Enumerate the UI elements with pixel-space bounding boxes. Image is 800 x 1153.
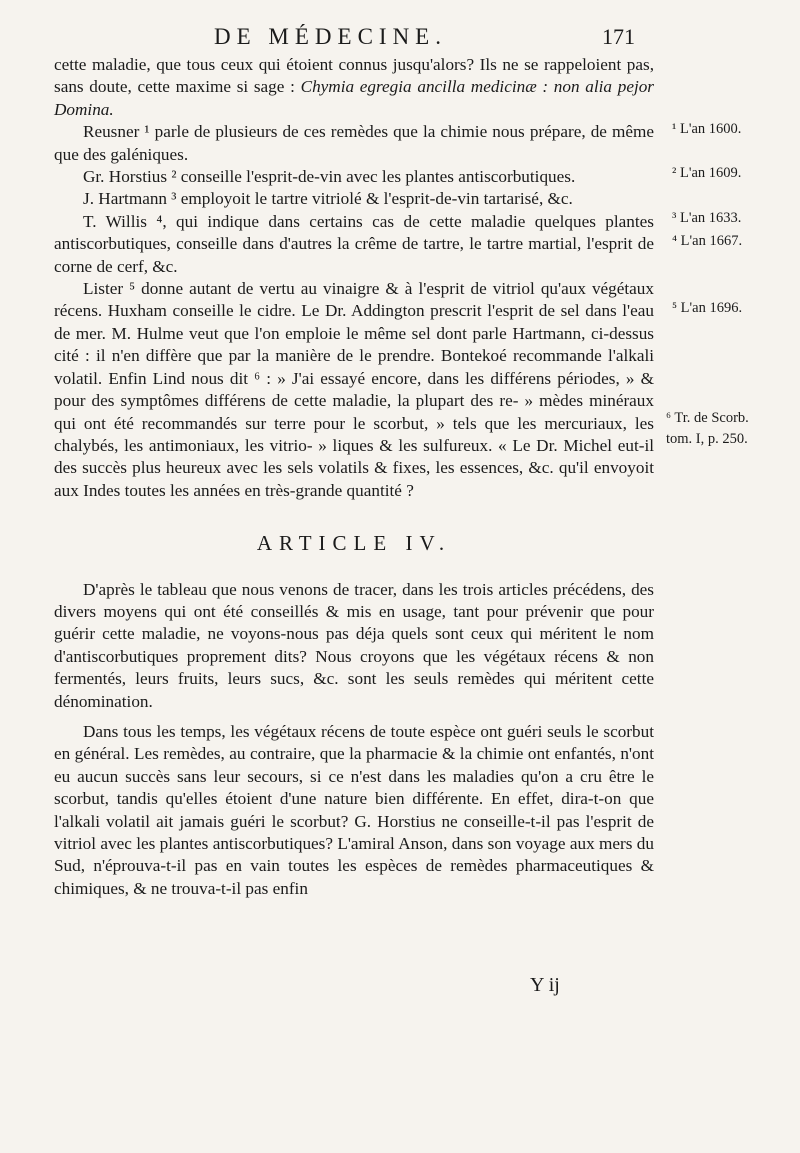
- main-text: [54, 54, 654, 900]
- margin-note: ³ L'an 1633.: [672, 210, 742, 226]
- paragraph-reusner: Reusner ¹ parle de plusieurs de ces remèdes que la chimie nous prépare, de même que des galéniques.: [54, 122, 654, 164]
- paragraph-hartmann: J. Hartmann ³ employoit le tartre vitriolé & l'esprit-de-vin tartarisé, &c.: [83, 189, 573, 209]
- article-heading: ARTICLE IV.: [256, 531, 452, 556]
- paragraph-antiscorbutiques: D'après le tableau que nous venons de tracer, dans les trois articles précédens, des divers moyens qui ont été conseillés & mis en usage, tant pour prévenir que pour guérir cette maladie, ne voyons-nous pas déja quels sont ceux qui méritent le nom d'antiscorbutiques proprement dits? Nous croyons que les végétaux récens & non fermentés, leurs fruits, leurs sucs, &c. sont les seuls remèdes qui méritent cette dénomination.: [54, 579, 654, 711]
- margin-note: ² L'an 1609.: [672, 165, 742, 181]
- paragraph-horstius: Gr. Horstius ² conseille l'esprit-de-vin avec les plantes antiscorbutiques.: [83, 167, 576, 187]
- paragraph-willis: T. Willis ⁴, qui indique dans certains cas de cette maladie quelques plantes antiscorbutiques, conseille dans d'autres la crême de tartre, le tartre martial, l'esprit de corne de cerf, &c.: [54, 211, 654, 276]
- margin-note: tom. I, p. 250.: [666, 431, 748, 447]
- signature-mark: Y ij: [530, 974, 560, 996]
- margin-note: ⁶ Tr. de Scorb.: [666, 410, 749, 426]
- running-header: [0, 24, 800, 54]
- paragraph-continuation: cette maladie, que tous ceux qui étoient connus jusqu'alors? Ils ne se rappeloient pas, sans doute, cette maxime si sage : Chymia egregia ancilla medicinæ : non alia pejor Domina.: [54, 55, 655, 119]
- margin-note: ¹ L'an 1600.: [672, 121, 742, 137]
- margin-note: ⁵ L'an 1696.: [672, 300, 743, 316]
- page-number: 171: [602, 24, 635, 49]
- page-header-title: DE MÉDECINE.: [214, 24, 447, 49]
- margin-note: ⁴ L'an 1667.: [672, 233, 743, 249]
- paragraph-vegetaux: Dans tous les temps, les végétaux récens de toute espèce ont guéri seuls le scorbut en général. Les remèdes, au contraire, que la pharmacie & la chimie ont enfantés, n'ont eu aucun succès sans leur secours, si ce n'est dans les maladies qu'on a cru être le scorbut, tandis qu'elles étoient d'une nature bien différente. En effet, dira-t-on que l'alkali volatil ait jamais guéri le scorbut? G. Horstius ne conseille-t-il pas l'esprit de vitriol avec les plantes antiscorbutiques? L'amiral Anson, dans son voyage aux mers du Sud, n'éprouva-t-il pas en vain toutes les espèces de remèdes pharmaceutiques & chimiques, & ne trouva-t-il pas enfin: [54, 721, 654, 898]
- paragraph-lister: Lister ⁵ donne autant de vertu au vinaigre & à l'esprit de vitriol qu'aux végétaux récens. Huxham conseille le cidre. Le Dr. Addington prescrit l'esprit de sel dans l'eau de mer. M. Hulme veut que l'on emploie le même sel dont parle Hartmann, ci-dessus cité : il n'en diffère que par la manière de le prendre. Bontekoé recommande l'alkali volatil. Enfin Lind nous dit ⁶ : » J'ai essayé encore, dans les différens périodes, » & pour des symptômes différens de cette maladie, la plupart des re- » mèdes minéraux qui ont été recommandés sur terre pour le scorbut, » tels que les mercuriaux, les chalybés, les antimoniaux, les vitrio- » liques & les sulfureux. « Le Dr. Michel eut-il des succès plus heureux avec les sels volatils & fixes, les essences, &c. qu'il envoyoit aux Indes toutes les années en très-grande quantité ?: [54, 279, 654, 500]
- latin-maxim: Chymia egregia ancilla medicinæ : non alia pejor Domina.: [54, 77, 655, 119]
